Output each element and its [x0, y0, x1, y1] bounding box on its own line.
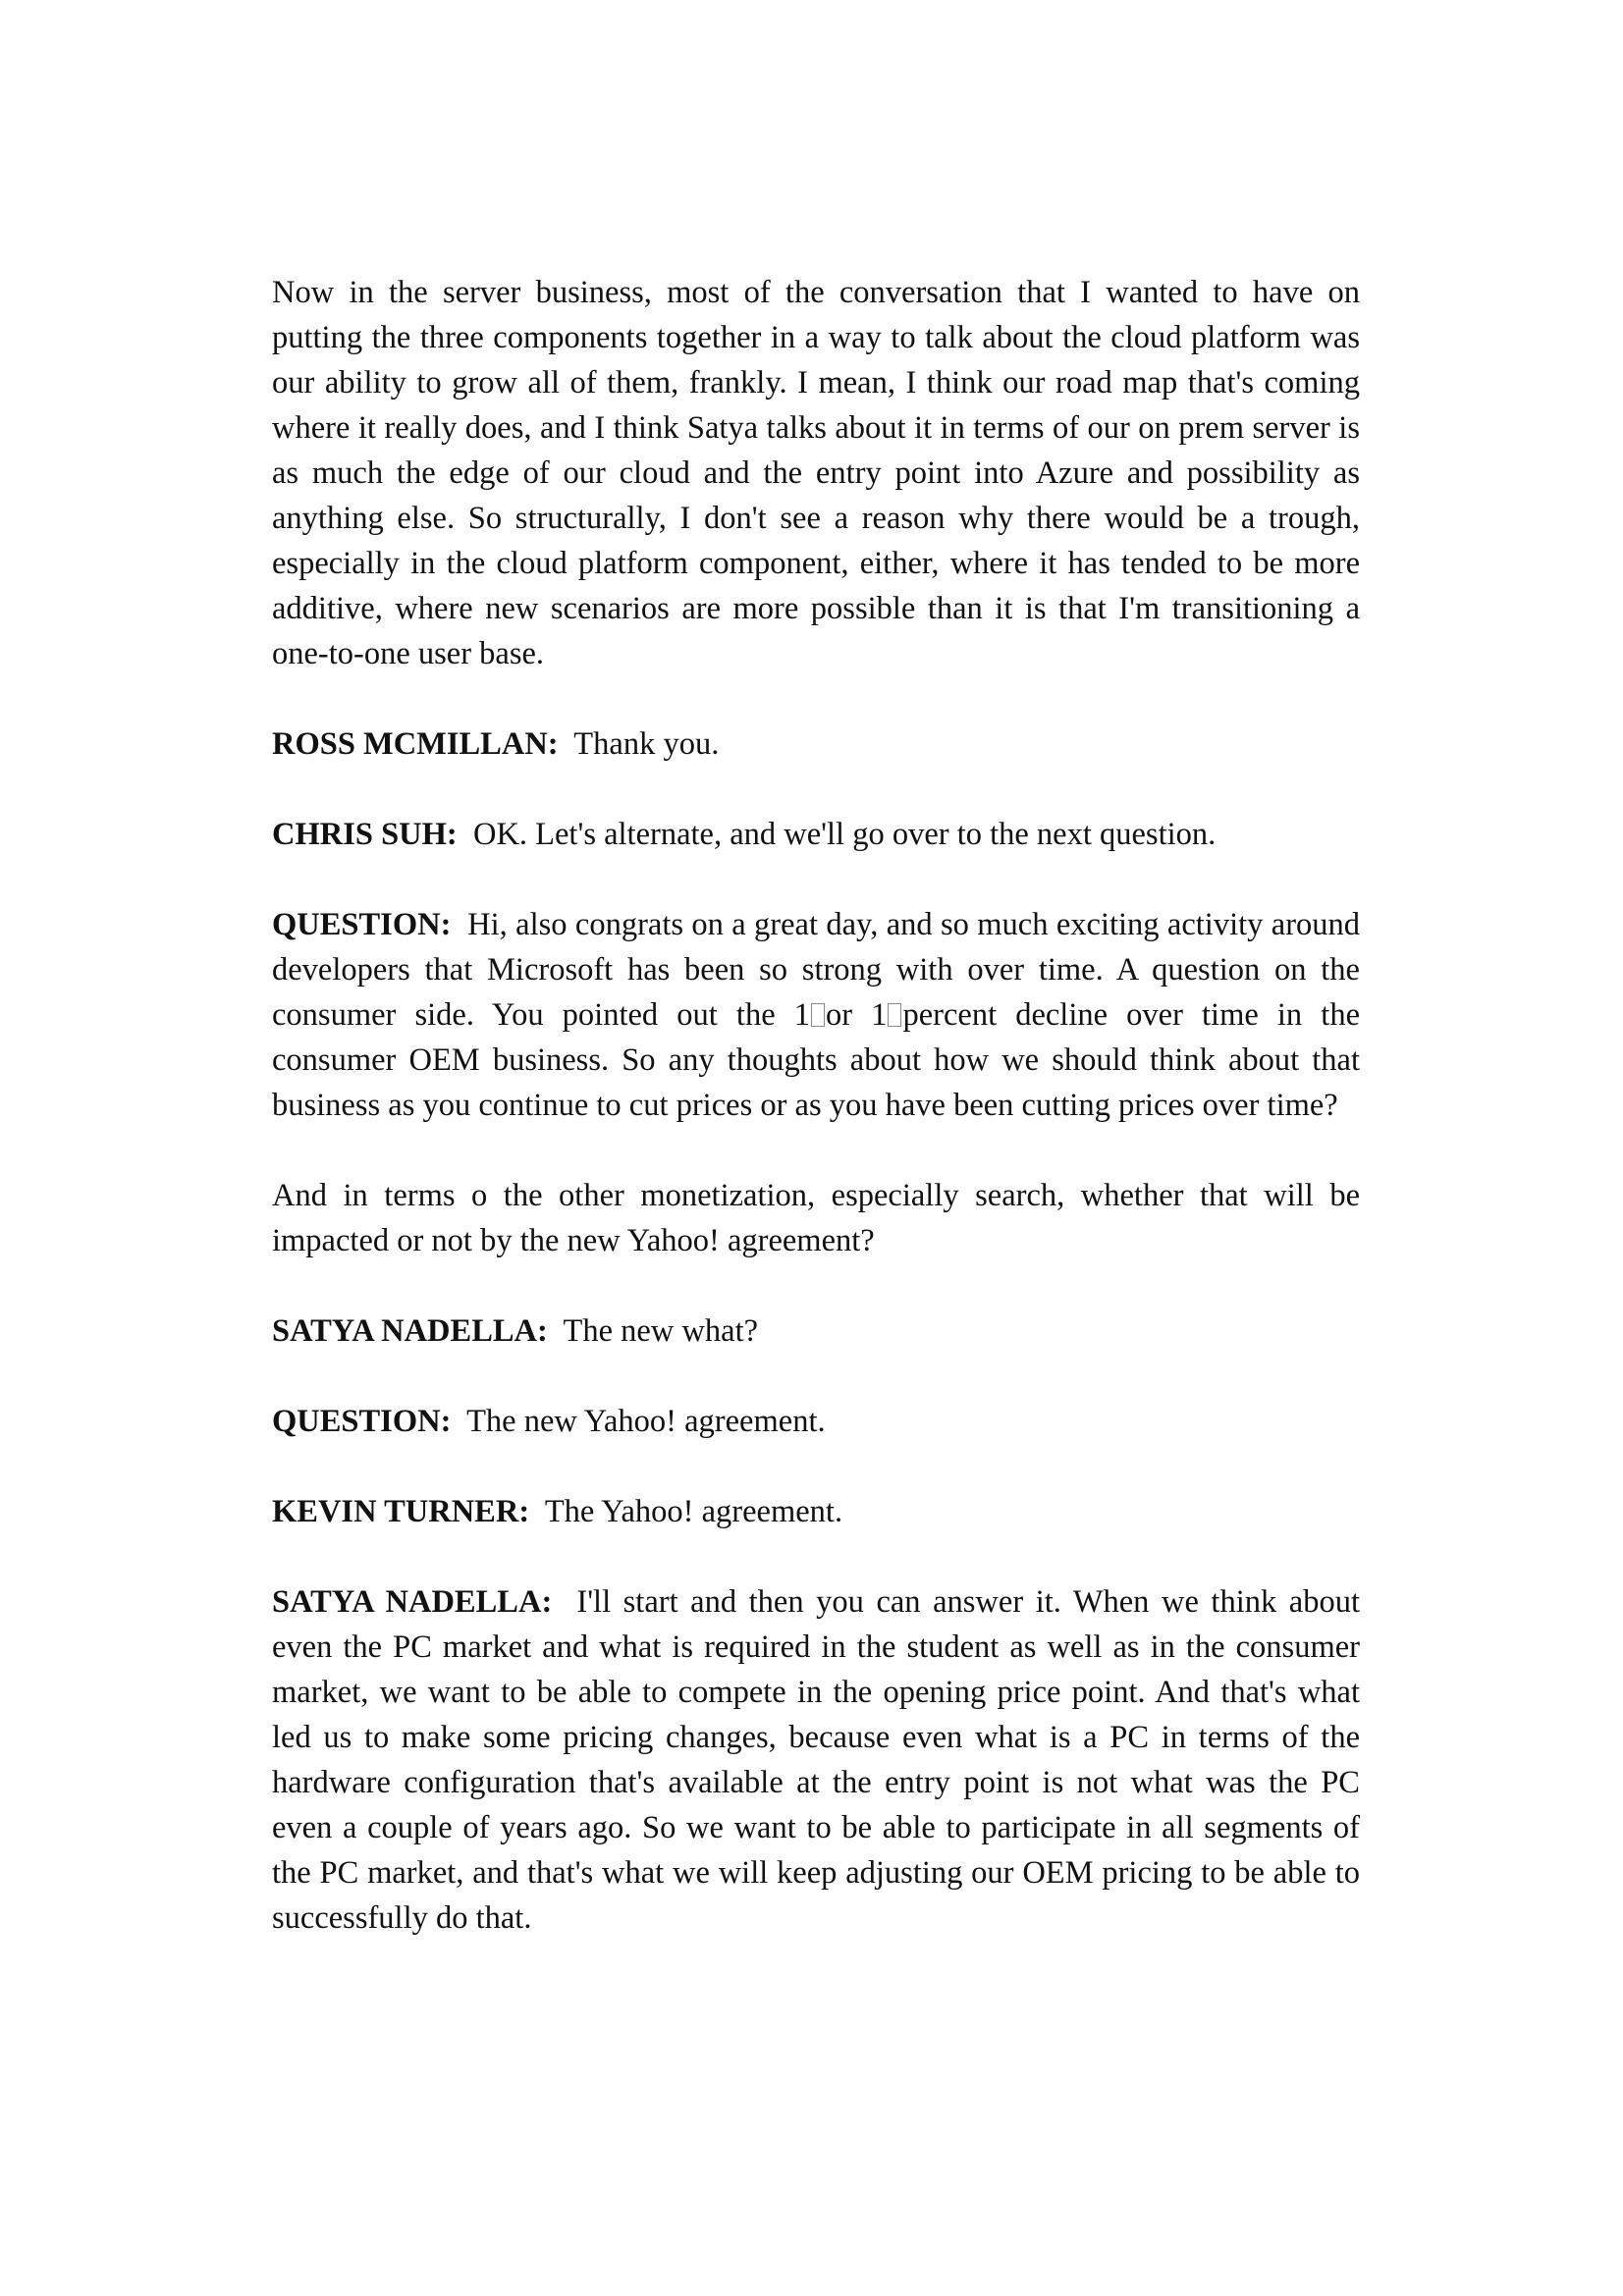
paragraph-text: Hi, also congrats on a great day, and so much exciting activity around developers that Microsoft has been so strong with over time. A question on the consumer side. You pointed out the 1: [272, 907, 1361, 1033]
speaker-name: CHRIS SUH:: [272, 817, 458, 852]
speaker-name: QUESTION:: [272, 907, 452, 942]
missing-glyph-box: [811, 1003, 825, 1027]
paragraph-ross-mcmillan: [272, 721, 1360, 767]
paragraph-chris-suh: [272, 812, 1360, 857]
paragraph-text: percent decline over time in the consumer OEM business. So any thoughts about how we should think about that business as you continue to cut prices or as you have been cutting prices over time?: [272, 997, 1361, 1123]
paragraph-text: The Yahoo! agreement.: [544, 1494, 843, 1529]
paragraph-question-consumer: [272, 902, 1360, 1128]
transcript-page: [272, 270, 1360, 1986]
paragraph-text: or 1: [826, 997, 888, 1033]
paragraph-server-business: [272, 270, 1360, 676]
paragraph-satya-nadella-2: [272, 1579, 1360, 1941]
paragraph-text: Thank you.: [573, 726, 720, 762]
paragraph-text: And in terms o the other monetization, especially search, whether that will be impacted or not by the new Yahoo! agreement?: [272, 1178, 1360, 1258]
speaker-name: SATYA NADELLA:: [272, 1584, 553, 1620]
paragraph-text: The new Yahoo! agreement.: [466, 1404, 826, 1439]
paragraph-satya-nadella-1: [272, 1308, 1360, 1354]
paragraph-text: OK. Let's alternate, and we'll go over to the next question.: [472, 817, 1217, 852]
paragraph-kevin-turner: [272, 1489, 1360, 1534]
paragraph-question-search: [272, 1173, 1360, 1263]
speaker-name: SATYA NADELLA:: [272, 1313, 548, 1349]
speaker-name: KEVIN TURNER:: [272, 1494, 530, 1529]
paragraph-text: The new what?: [563, 1313, 759, 1349]
speaker-name: QUESTION:: [272, 1404, 452, 1439]
speaker-name: ROSS MCMILLAN:: [272, 726, 559, 762]
paragraph-text: I'll start and then you can answer it. When we think about even the PC market and what is required in the student as well as in the consumer market, we want to be able to compete in the opening price point. And that's what led us to make some pricing changes, because even what is a PC in terms of the hardware configuration that's available at the entry point is not what was the PC even a couple of years ago. So we want to be able to participate in all segments of the PC market, and that's what we will keep adjusting our OEM pricing to be able to successfully do that.: [272, 1584, 1360, 1936]
paragraph-text: Now in the server business, most of the conversation that I wanted to have on putting the three components together in a way to talk about the cloud platform was our ability to grow all of them, frankly. I mean, I think our road map that's coming where it really does, and I think Satya talks about it in terms of our on prem server is as much the edge of our cloud and the entry point into Azure and possibility as anything else. So structurally, I don't see a reason why there would be a trough, especially in the cloud platform component, either, where it has tended to be more additive, where new scenarios are more possible than it is that I'm transitioning a one-to-one user base.: [272, 275, 1360, 671]
missing-glyph-box: [888, 1003, 901, 1027]
paragraph-question-yahoo: [272, 1399, 1360, 1444]
